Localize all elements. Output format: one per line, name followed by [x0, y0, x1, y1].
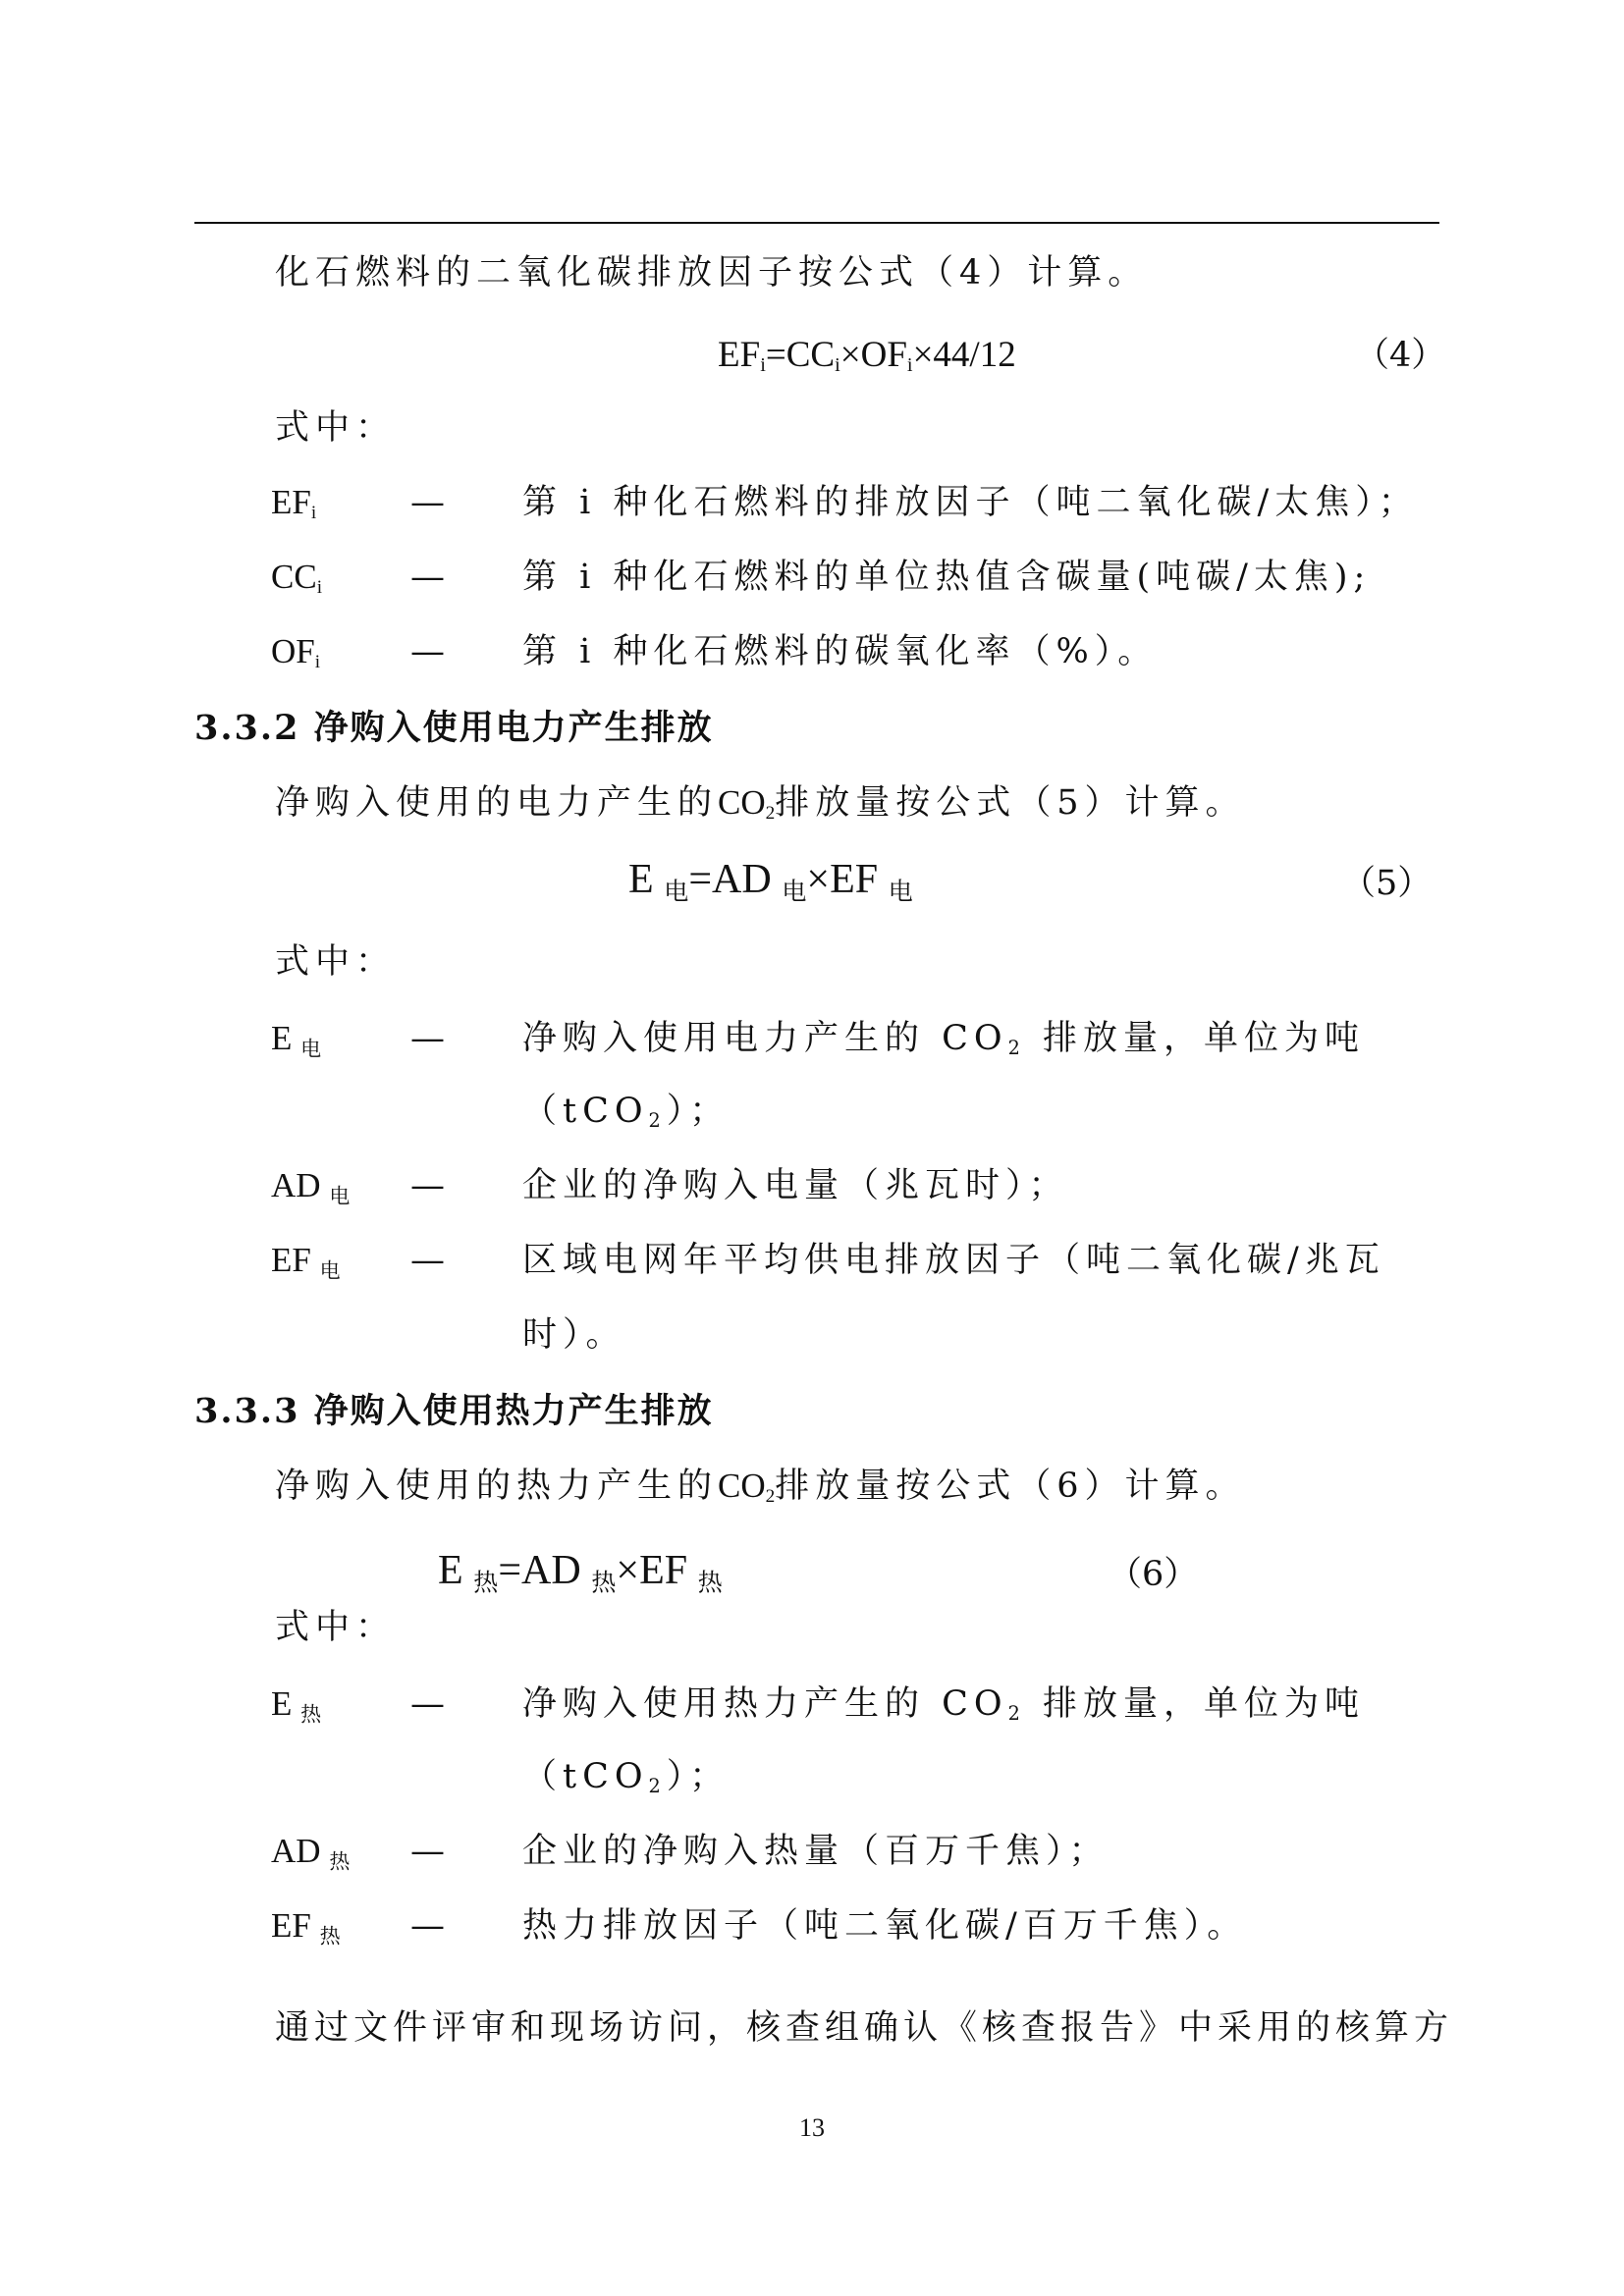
def-symbol: E 电	[271, 1019, 322, 1061]
def-description-continued: （tCO$_2$）；	[522, 1757, 731, 1797]
def-dash: —	[410, 483, 445, 522]
page-number: 13	[799, 2113, 825, 2142]
def-description: 净购入使用电力产生的 $CO_2$ 排放量，单位为吨	[522, 1019, 1365, 1059]
def-description: 企业的净购入电量（兆瓦时）；	[522, 1166, 1069, 1205]
equation-4: $EF_i=CC_i\times OF_i\times 44/12$	[718, 335, 1016, 377]
equation-6: E 热=AD 热×EF 热	[438, 1548, 723, 1597]
section-intro: 净购入使用的热力产生的$CO_2$排放量按公式（6）计算。	[275, 1467, 1246, 1507]
def-symbol: $CC_i$	[271, 558, 323, 598]
def-description: 企业的净购入热量（百万千焦）；	[522, 1832, 1110, 1871]
def-dash: —	[410, 1832, 445, 1871]
def-description: 第 i 种化石燃料的单位热值含碳量(吨碳/太焦);	[522, 558, 1372, 597]
equation-4-number: （4）	[1355, 336, 1446, 375]
def-dash: —	[410, 1684, 445, 1724]
where-label: 式中：	[275, 408, 397, 448]
equation-6-number: （6）	[1108, 1555, 1199, 1594]
equation-5: E 电=AD 电×EF 电	[628, 857, 913, 906]
header-rule	[194, 222, 1439, 224]
where-label: 式中：	[275, 1608, 397, 1647]
section-heading-3-3-2: 3.3.2 净购入使用电力产生排放	[194, 708, 714, 748]
def-symbol: $OF_i$	[271, 632, 321, 672]
def-dash: —	[410, 1019, 445, 1058]
def-description: 第 i 种化石燃料的排放因子（吨二氧化碳/太焦）；	[522, 483, 1419, 522]
closing-paragraph: 通过文件评审和现场访问，核查组确认《核查报告》中采用的核算方	[275, 2008, 1454, 2048]
def-description: 第 i 种化石燃料的碳氧化率（%）。	[522, 632, 1159, 671]
def-symbol: AD 电	[271, 1166, 351, 1208]
def-dash: —	[410, 1166, 445, 1205]
def-description-continued: 时）。	[522, 1315, 626, 1355]
def-dash: —	[410, 1241, 445, 1280]
def-symbol: $EF_i$	[271, 483, 317, 523]
section-heading-3-3-3: 3.3.3 净购入使用热力产生排放	[194, 1391, 714, 1431]
def-description: 净购入使用热力产生的 $CO_2$ 排放量，单位为吨	[522, 1684, 1365, 1725]
def-symbol: E 热	[271, 1684, 322, 1727]
def-symbol: EF 热	[271, 1906, 341, 1949]
def-dash: —	[410, 1906, 445, 1946]
def-symbol: EF 电	[271, 1241, 341, 1283]
section-intro: 净购入使用的电力产生的$CO_2$排放量按公式（5）计算。	[275, 783, 1246, 824]
def-symbol: AD 热	[271, 1832, 351, 1874]
def-dash: —	[410, 632, 445, 671]
def-dash: —	[410, 558, 445, 597]
equation-5-number: （5）	[1341, 864, 1433, 903]
where-label: 式中：	[275, 942, 397, 982]
def-description: 热力排放因子（吨二氧化碳/百万千焦）。	[522, 1906, 1248, 1946]
def-description: 区域电网年平均供电排放因子（吨二氧化碳/兆瓦	[522, 1241, 1385, 1280]
intro-paragraph: 化石燃料的二氧化碳排放因子按公式（4）计算。	[275, 253, 1149, 293]
def-description-continued: （tCO$_2$）；	[522, 1092, 731, 1132]
